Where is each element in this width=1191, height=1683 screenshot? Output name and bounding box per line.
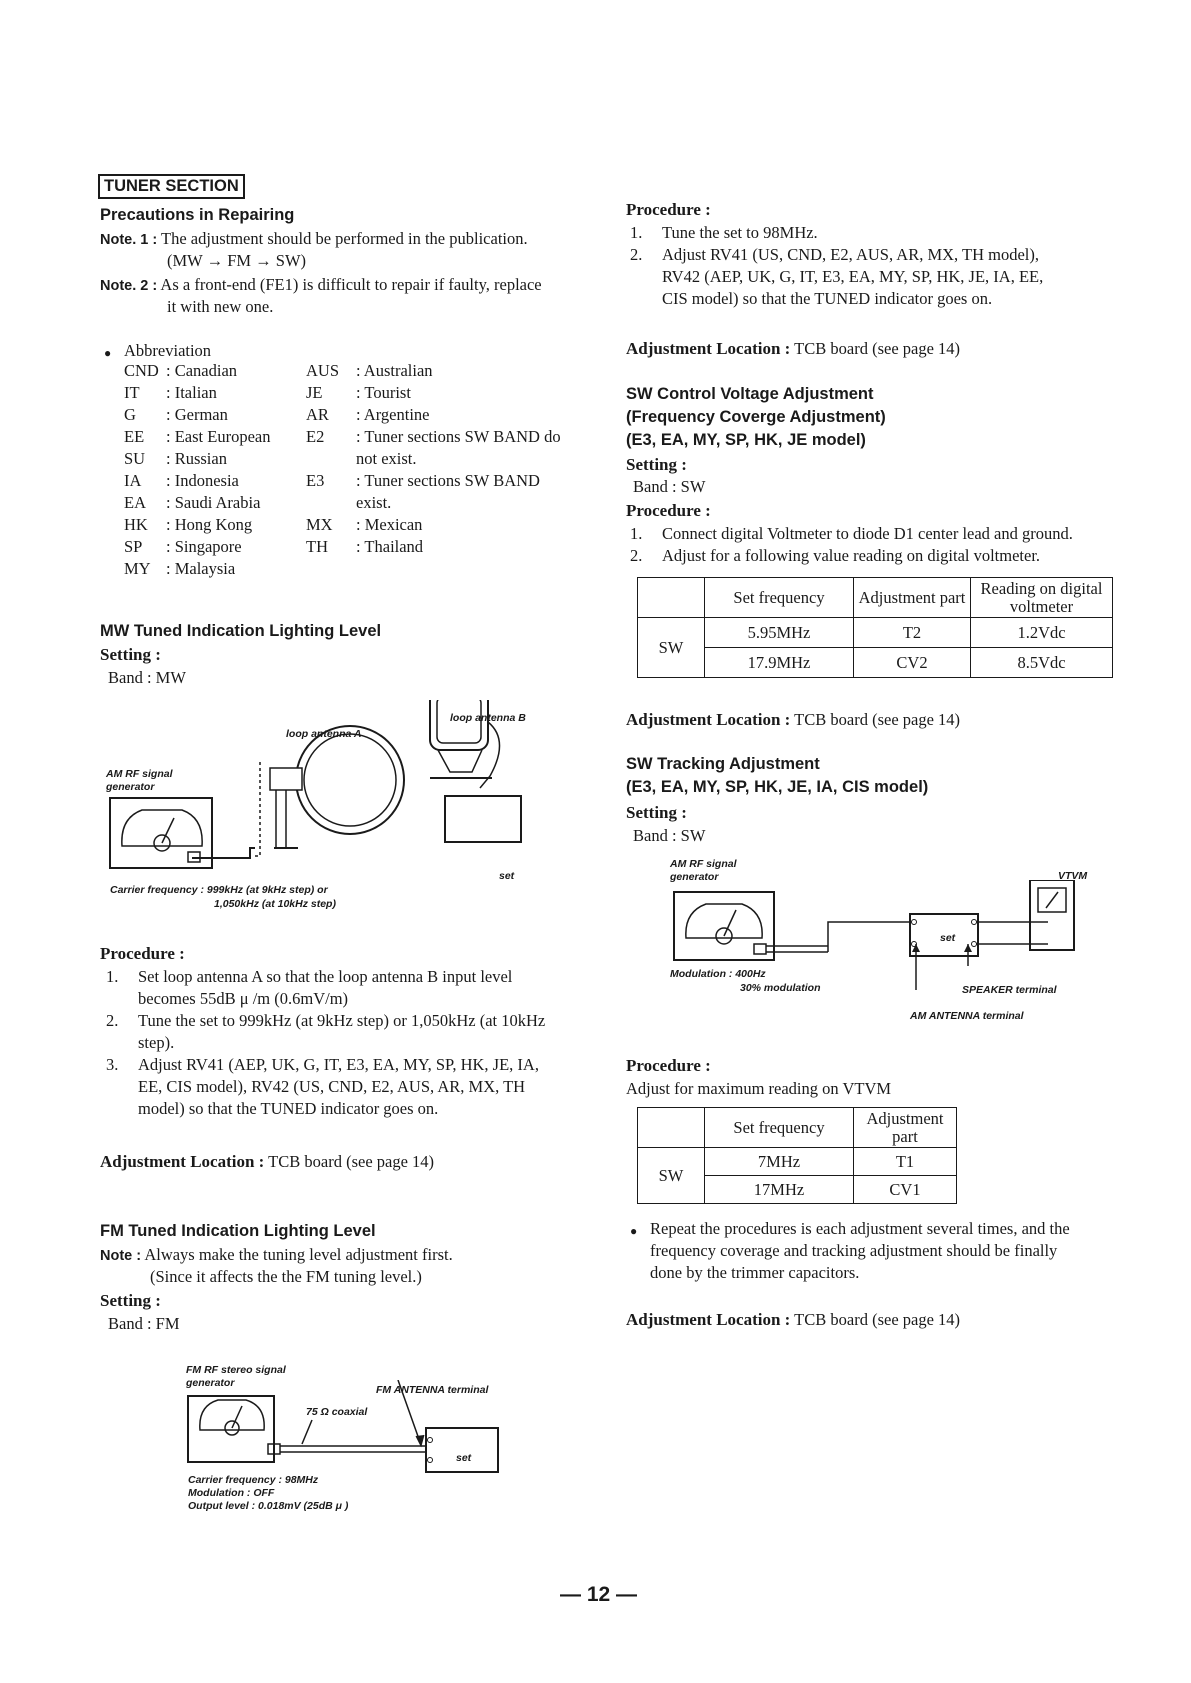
abbreviation-code: SP (124, 537, 143, 556)
abbreviation-name: : Indonesia (166, 471, 239, 490)
abbreviation-name: : East European (166, 427, 271, 446)
abbreviation-row (124, 492, 304, 514)
sw-tracking-procedure-label: Procedure : (626, 1056, 711, 1075)
procedure-step-line: Tune the set to 98MHz. (662, 223, 818, 242)
vtvm-meter-icon (1030, 880, 1074, 950)
loop-antenna-b-label: loop antenna B (450, 712, 526, 724)
procedure-step-line: Connect digital Voltmeter to diode D1 center lead and ground. (662, 524, 1073, 543)
mw-carrier-line2: 1,050kHz (at 10kHz step) (214, 898, 336, 910)
sw-control-band-cell: SW (638, 618, 705, 678)
table-row (638, 1148, 957, 1176)
loop-antenna-a-icon (270, 726, 404, 848)
abbreviation-row (124, 536, 304, 558)
mw-band: Band : MW (108, 668, 186, 687)
procedure-step-line: becomes 55dB μ /m (0.6mV/m) (138, 989, 349, 1008)
am-generator-label-line2: generator (106, 781, 155, 793)
sw-generator-label (670, 858, 737, 884)
sw-tracking-note-line2: frequency coverage and tracking adjustment should be finally (650, 1241, 1058, 1260)
sw-tracking-table-header (638, 1108, 957, 1148)
abbreviation-code: CND (124, 361, 159, 380)
mw-set-label: set (499, 870, 515, 882)
sw-tracking-adj-location-value: TCB board (see page 14) (794, 1310, 961, 1329)
table-cell: 8.5Vdc (971, 648, 1113, 678)
sw-generator-label-line2: generator (670, 871, 719, 883)
abbreviation-name: : Malaysia (166, 559, 236, 578)
abbreviation-title: ● Abbreviation (124, 340, 211, 362)
fm-diagram-specs (188, 1474, 348, 1513)
abbreviation-code: E2 (306, 427, 325, 446)
am-antenna-terminal-label: AM ANTENNA terminal (910, 1010, 1024, 1022)
sw-control-heading-line2: (Frequency Coverge Adjustment) (626, 408, 886, 426)
fm-generator-box (188, 1396, 274, 1462)
sw-control-procedure-label: Procedure : (626, 501, 711, 520)
abbreviation-row (124, 404, 304, 426)
sw-control-adjustment-location (626, 708, 960, 731)
abbreviation-name: : Hong Kong (166, 515, 253, 534)
abbreviation-row (306, 470, 606, 492)
fm-heading: FM Tuned Indication Lighting Level (100, 1222, 376, 1240)
abbreviation-name: : Canadian (166, 361, 238, 380)
abbreviation-name: : Australian (356, 361, 433, 380)
note-2 (100, 274, 600, 297)
sw-control-header-frequency: Set frequency (705, 578, 854, 618)
sw-control-setting-label: Setting : (626, 455, 687, 474)
procedure-step (630, 222, 1120, 244)
table-cell: T1 (854, 1148, 957, 1176)
sw-tracking-setting-label: Setting : (626, 803, 687, 822)
note-1-order: (MW → FM → SW) (167, 251, 307, 270)
sw-generator-dial-icon (686, 904, 762, 944)
table-cell: 5.95MHz (705, 618, 854, 648)
abbreviation-code: JE (306, 383, 323, 402)
abbreviation-code: IT (124, 383, 140, 402)
abbreviation-name: : Russian (166, 449, 227, 468)
mw-carrier-line1: Carrier frequency : 999kHz (at 9kHz step) or (110, 884, 328, 896)
note-1-text: The adjustment should be performed in the publication. (161, 229, 528, 248)
abbreviation-name: : Argentine (356, 405, 430, 424)
procedure-step-number: 2. (630, 245, 643, 264)
speaker-terminal-label: SPEAKER terminal (962, 984, 1057, 996)
am-generator-label-line1: AM RF signal (106, 768, 173, 780)
procedure-step-line: CIS model) so that the TUNED indicator goes on. (662, 289, 993, 308)
loop-antenna-a-label: loop antenna A (286, 728, 362, 740)
abbreviation-code: SU (124, 449, 146, 468)
sw-tracking-diagram (660, 880, 1110, 1020)
abbreviation-name: : Tuner sections SW BAND (356, 471, 540, 490)
abbreviation-row (124, 448, 304, 470)
abbreviation-row (306, 426, 606, 448)
mw-procedure-label: Procedure : (100, 944, 185, 963)
table-cell: CV1 (854, 1176, 957, 1204)
abbreviation-row (306, 404, 606, 426)
abbreviation-code: HK (124, 515, 148, 534)
abbreviation-list-left (124, 360, 304, 580)
procedure-step-line: RV42 (AEP, UK, G, IT, E3, EA, MY, SP, HK, JE, IA, EE, (662, 267, 1044, 286)
fm-modulation-label: Modulation : OFF (188, 1487, 275, 1499)
procedure-step-number: 1. (106, 967, 119, 986)
abbreviation-code: TH (306, 537, 328, 556)
sw-tracking-note-line1: ● Repeat the procedures is each adjustment several times, and the (650, 1219, 1070, 1238)
procedure-step-line: Tune the set to 999kHz (at 9kHz step) or 1,050kHz (at 10kHz (138, 1011, 546, 1030)
procedure-step-number: 2. (106, 1011, 119, 1030)
sw-generator-box (674, 892, 774, 960)
sw-tracking-note-line3: done by the trimmer capacitors. (650, 1263, 860, 1282)
sw-control-heading-line1: SW Control Voltage Adjustment (626, 385, 874, 403)
abbreviation-code: AUS (306, 361, 340, 380)
abbreviation-name: : Saudi Arabia (166, 493, 261, 512)
table-cell: 17MHz (705, 1176, 854, 1204)
procedure-step-line: Adjust for a following value reading on digital voltmeter. (662, 546, 1041, 565)
abbreviation-name: : Singapore (166, 537, 242, 556)
abbreviation-name: : Tuner sections SW BAND do (356, 427, 561, 446)
sw-control-heading-line3: (E3, EA, MY, SP, HK, JE model) (626, 431, 866, 449)
sw-control-heading (626, 383, 886, 452)
abbreviation-code (306, 492, 356, 514)
am-generator-label (106, 768, 173, 794)
generator-dial-icon (122, 810, 202, 851)
section-title: TUNER SECTION (98, 174, 245, 199)
abbreviation-row (124, 514, 304, 536)
sw-tracking-header-part: Adjustment part (854, 1108, 957, 1148)
procedure-step (106, 1010, 596, 1054)
abbreviation-code: EE (124, 427, 145, 446)
fm-generator-label-line2: generator (186, 1377, 235, 1389)
table-cell: CV2 (854, 648, 971, 678)
sw-tracking-heading-line2: (E3, EA, MY, SP, HK, JE, IA, CIS model) (626, 778, 929, 796)
fm-note-text: Always make the tuning level adjustment first. (144, 1245, 453, 1264)
fm-adj-location-label: Adjustment Location : (626, 339, 791, 358)
sw-control-header-reading: Reading on digital voltmeter (971, 578, 1113, 618)
note-2-text: As a front-end (FE1) is difficult to repair if faulty, replace (160, 275, 542, 294)
sw-generator-label-line1: AM RF signal (670, 858, 737, 870)
note-1-label: Note. 1 : (100, 232, 158, 248)
sw-set-label: set (940, 932, 956, 944)
abbreviation-row (306, 492, 606, 514)
fm-adjustment-location (626, 337, 960, 360)
mw-adj-location-label: Adjustment Location : (100, 1152, 265, 1171)
abbreviation-row (124, 382, 304, 404)
sw-modulation-line1: Modulation : 400Hz (670, 968, 766, 980)
procedure-step (630, 545, 1150, 567)
abbreviation-row (124, 426, 304, 448)
mw-set-box (445, 796, 521, 842)
abbreviation-code: MX (306, 515, 333, 534)
sw-control-adj-location-value: TCB board (see page 14) (794, 710, 961, 729)
procedure-step-line: step). (138, 1033, 175, 1052)
abbreviation-code: IA (124, 471, 142, 490)
procedure-step-number: 2. (630, 546, 643, 565)
fm-note-label: Note : (100, 1248, 142, 1264)
procedure-step-line: Set loop antenna A so that the loop antenna B input level (138, 967, 513, 986)
abbreviation-name: : Thailand (356, 537, 424, 556)
mw-procedure-steps (106, 966, 596, 1120)
fm-carrier-label: Carrier frequency : 98MHz (188, 1474, 319, 1486)
abbreviation-name: exist. (356, 493, 392, 512)
abbreviation-code: E3 (306, 471, 325, 490)
fm-note (100, 1244, 453, 1267)
fm-output-label: Output level : 0.018mV (25dB μ ) (188, 1500, 349, 1512)
procedure-step-number: 3. (106, 1055, 119, 1074)
sw-tracking-procedure-text: Adjust for maximum reading on VTVM (626, 1079, 892, 1098)
page-number: — 12 — (560, 1583, 638, 1606)
sw-tracking-adjustment-location (626, 1308, 960, 1331)
sw-control-table-header (638, 578, 1113, 618)
table-row (638, 648, 1113, 678)
sw-control-procedure-steps (630, 523, 1150, 567)
mw-adjustment-location (100, 1150, 434, 1173)
sw-modulation-line2: 30% modulation (740, 982, 821, 994)
table-cell: 17.9MHz (705, 648, 854, 678)
fm-band: Band : FM (108, 1314, 180, 1333)
procedure-step (630, 244, 1120, 310)
table-cell: 7MHz (705, 1148, 854, 1176)
abbreviation-row (306, 514, 606, 536)
note-2-label: Note. 2 : (100, 278, 158, 294)
fm-set-label: set (456, 1452, 472, 1464)
fm-note-cont: (Since it affects the the FM tuning level.) (150, 1267, 422, 1286)
abbreviation-code: G (124, 405, 136, 424)
abbreviation-row (306, 448, 606, 470)
note-1 (100, 228, 600, 251)
abbreviation-name: not exist. (356, 449, 417, 468)
procedure-step (630, 523, 1150, 545)
sw-control-header-part: Adjustment part (854, 578, 971, 618)
sw-control-header-empty (638, 578, 705, 618)
fm-generator-label (186, 1364, 286, 1390)
sw-tracking-band-cell: SW (638, 1148, 705, 1204)
abbreviation-name: : German (166, 405, 228, 424)
fm-procedure-label: Procedure : (626, 200, 711, 219)
procedure-step-line: EE, CIS model), RV42 (US, CND, E2, AUS, AR, MX, TH (138, 1077, 526, 1096)
abbreviation-code (306, 448, 356, 470)
abbreviation-code: MY (124, 559, 151, 578)
abbreviation-row (306, 382, 606, 404)
procedure-step-line: model) so that the TUNED indicator goes on. (138, 1099, 439, 1118)
sw-tracking-heading (626, 753, 928, 799)
fm-coaxial-label: 75 Ω coaxial (306, 1406, 368, 1418)
sw-tracking-note (650, 1218, 1110, 1284)
note-2-cont: it with new one. (167, 297, 274, 316)
mw-adj-location-value: TCB board (see page 14) (268, 1152, 435, 1171)
abbreviation-name: : Mexican (356, 515, 423, 534)
sw-tracking-heading-line1: SW Tracking Adjustment (626, 755, 820, 773)
fm-adj-location-value: TCB board (see page 14) (794, 339, 961, 358)
precautions-heading: Precautions in Repairing (100, 206, 295, 224)
fm-procedure-steps (630, 222, 1120, 310)
mw-setting-label: Setting : (100, 645, 161, 664)
abbreviation-code: AR (306, 405, 329, 424)
sw-tracking-header-empty (638, 1108, 705, 1148)
fm-generator-dial-icon (200, 1400, 264, 1435)
sw-tracking-band: Band : SW (633, 826, 706, 845)
table-cell: T2 (854, 618, 971, 648)
abbreviation-row (306, 360, 606, 382)
fm-setting-label: Setting : (100, 1291, 161, 1310)
abbreviation-name: : Tourist (356, 383, 411, 402)
sw-control-table (637, 577, 1113, 678)
table-cell: 1.2Vdc (971, 618, 1113, 648)
fm-generator-label-line1: FM RF stereo signal (186, 1364, 286, 1376)
procedure-step-number: 1. (630, 223, 643, 242)
abbreviation-row (124, 470, 304, 492)
fm-set-box (426, 1428, 498, 1472)
procedure-step-number: 1. (630, 524, 643, 543)
sw-tracking-header-frequency: Set frequency (705, 1108, 854, 1148)
sw-tracking-adj-location-label: Adjustment Location : (626, 1310, 791, 1329)
abbreviation-code: EA (124, 493, 146, 512)
abbreviation-list-right (306, 360, 606, 558)
sw-control-adj-location-label: Adjustment Location : (626, 710, 791, 729)
mw-heading: MW Tuned Indication Lighting Level (100, 622, 382, 640)
table-row (638, 618, 1113, 648)
sw-tracking-table (637, 1107, 957, 1204)
procedure-step-line: Adjust RV41 (AEP, UK, G, IT, E3, EA, MY, SP, HK, JE, IA, (138, 1055, 539, 1074)
fm-antenna-terminal-label: FM ANTENNA terminal (376, 1384, 489, 1396)
abbreviation-row (124, 558, 304, 580)
procedure-step-line: Adjust RV41 (US, CND, E2, AUS, AR, MX, TH model), (662, 245, 1039, 264)
sw-control-band: Band : SW (633, 477, 706, 496)
procedure-step (106, 1054, 596, 1120)
abbreviation-row (306, 536, 606, 558)
procedure-step (106, 966, 596, 1010)
abbreviation-name: : Italian (166, 383, 217, 402)
vtvm-label: VTVM (1058, 870, 1088, 882)
abbreviation-row (124, 360, 304, 382)
